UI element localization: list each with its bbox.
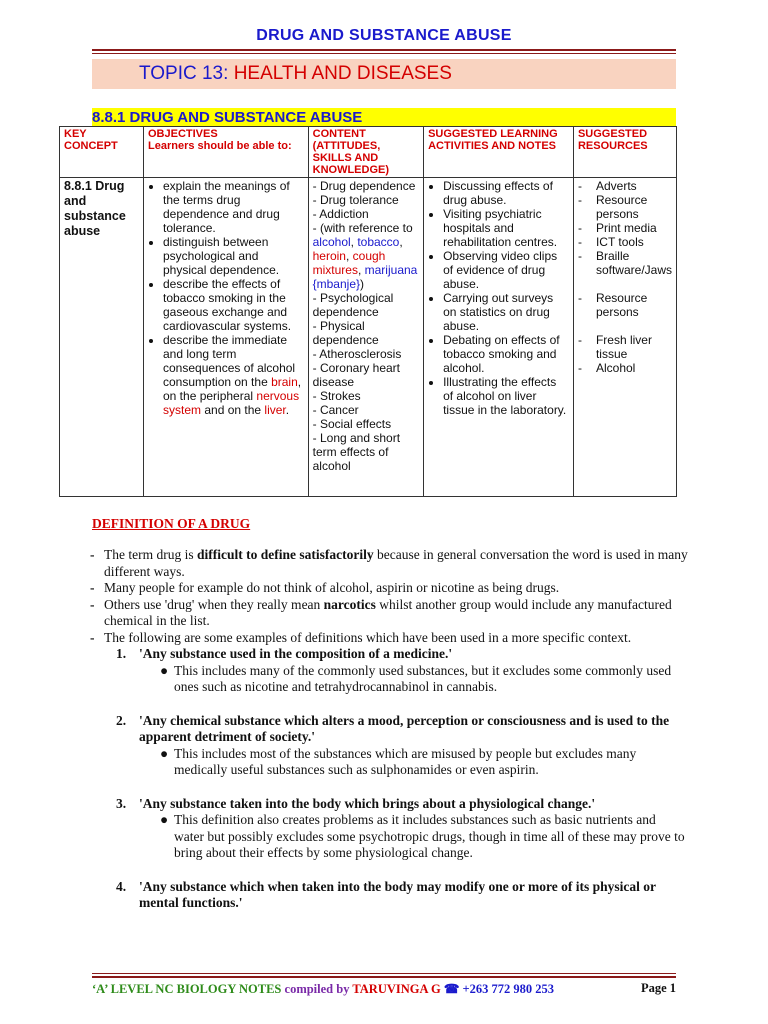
definition-note [88,746,688,779]
footer-compiled: compiled by [281,982,353,996]
content-item [313,221,419,291]
resources-cell [573,178,676,497]
content-sep: , [345,249,353,263]
definition-item [88,879,688,912]
bullet-icon: ● [160,745,169,761]
objectives-cell [144,178,309,497]
resource-item: - Resource persons [578,291,672,319]
paragraph-text: whilst another group would include any manufactured chemical in the list. [104,596,672,628]
spacer [88,696,688,713]
header-key-concept: KEY CONCEPT [60,127,144,178]
objective-item [163,333,304,417]
definition-item [88,713,688,746]
paragraph [88,547,688,580]
definition-text: 'Any substance which when taken into the body may modify one or more of its physical or mental functions.' [139,878,656,910]
topic-prefix: TOPIC 13: [139,63,234,84]
content-item: - Strokes [313,389,419,403]
resource-item: - Print media [578,221,672,235]
content-item: - Drug dependence [313,179,419,193]
header-content: CONTENT (ATTITUDES, SKILLS AND KNOWLEDGE) [308,127,423,178]
resource-item: - ICT tools [578,235,672,249]
spacer [88,862,688,879]
content-sep: , [350,235,358,249]
objective-keyword: nervous system [163,389,300,417]
definition-number: 1. [116,646,127,661]
paragraph-emphasis: difficult to define satisfactorily [196,547,374,562]
header-activities: SUGGESTED LEARNING ACTIVITIES AND NOTES [424,127,574,178]
objective-text: and on the [201,403,265,417]
objective-text: , on the peripheral [163,375,302,403]
definition-note-text: This includes many of the commonly used substances, but it excludes some commonly used ones such as nicotine and tetrahydrocannabinol in cannabis. [174,662,672,694]
header-objectives-sub: Learners should be able to: [148,140,292,152]
header-rule [92,49,676,51]
resource-item: - Braille software/Jaws [578,249,672,277]
content-keyword: marijuana {mbanje} [312,263,418,291]
definition-number: 4. [116,878,127,894]
content-keyword: alcohol [312,235,351,249]
definition-note [88,663,688,696]
resource-item: - Alcohol [578,361,672,375]
paragraph-text: The term drug is [104,547,197,562]
table-header-row [60,127,677,178]
content-item: - Atherosclerosis [313,347,419,361]
objective-text: describe the immediate and long term consequences of alcohol consumption on the [163,333,296,389]
definition-text: 'Any chemical substance which alters a mood, perception or consciousness and is used to the apparent detriment of society.' [139,712,670,744]
definition-number: 3. [116,795,127,811]
content-sep: , [357,263,365,277]
footer-author: TARUVINGA G [352,982,441,996]
spacer [88,779,688,796]
content-item: - Drug tolerance [313,193,419,207]
activities-cell [424,178,574,497]
content-item: - Psychological dependence [313,291,419,319]
activity-item: • Illustrating the effects of alcohol on liver tissue in the laboratory. [443,375,569,417]
paragraph-text: because in general conversation the word is used in many different ways. [104,547,688,579]
paragraph: - The following are some examples of definitions which have been used in a more specific context. [88,630,688,647]
resource-item: - Resource persons [578,193,672,221]
content-item: - Social effects [313,417,419,431]
bullet-icon: ● [160,812,169,827]
content-sep: , [399,235,403,249]
activity-item: • Observing video clips of evidence of drug abuse. [443,249,569,291]
paragraph: - Many people for example do not think of alcohol, aspirin or nicotine as being drugs. [88,580,688,597]
paragraph [88,597,688,630]
activity-item: • Visiting psychiatric hospitals and rehabilitation centres. [443,207,569,249]
resource-item: - Fresh liver tissue [578,333,672,361]
definition-body [88,547,688,912]
table-row [60,178,677,497]
page-number: Page 1 [640,981,676,995]
header-objectives-title: OBJECTIVES [148,128,218,140]
paragraph-text: Others use 'drug' when they really mean [104,596,324,612]
content-cell [308,178,423,497]
phone-icon: ☎ [443,982,460,996]
content-item: - Addiction [313,207,419,221]
definition-text: 'Any substance used in the composition of a medicine.' [139,646,453,661]
definition-note [88,812,688,862]
activity-item: • Carrying out surveys on statistics on drug abuse. [443,291,569,333]
definition-item [88,646,688,663]
topic-title: HEALTH AND DISEASES [233,63,452,84]
objective-item: • distinguish between psychological and physical dependence. [163,235,304,277]
definition-note-text: This definition also creates problems as it includes substances such as basic nutrients and water but possibly excludes some psychotropic drugs, though in time all of these may prove to bring about their effects by some physiological change. [174,812,685,860]
paragraph-emphasis: narcotics [323,596,376,612]
definition-title: DEFINITION OF A DRUG [92,516,251,531]
objective-text: . [285,403,290,417]
topic-banner [92,59,676,89]
footer-level: ‘A’ LEVEL NC BIOLOGY NOTES [92,982,282,996]
content-text: (with reference to [319,221,413,235]
objective-item: • describe the effects of tobacco smoking in the gaseous exchange and cardiovascular systems. [163,277,304,333]
activity-item: • Discussing effects of drug abuse. [443,179,569,207]
objective-keyword: liver [264,403,286,417]
footer-rule [92,976,676,978]
content-keyword: heroin [312,249,346,263]
objective-item: • explain the meanings of the terms drug dependence and drug tolerance. [163,179,304,235]
objective-keyword: brain [271,375,298,389]
definition-text: 'Any substance taken into the body which brings about a physiological change.' [139,795,596,811]
header-rule-thin [92,53,676,54]
syllabus-table [59,126,677,497]
definition-note-text: This includes most of the substances which are misused by people but excludes many medically useful substances such as sulphonamides or even aspirin. [174,745,637,777]
definition-item [88,796,688,813]
page-footer [92,981,676,997]
content-item: - Cancer [313,403,419,417]
page-header: DRUG AND SUBSTANCE ABUSE [256,27,512,44]
key-concept-cell: 8.8.1 Drug and substance abuse [60,178,144,497]
content-text: ) [360,277,364,291]
content-item: - Physical dependence [313,319,419,347]
bullet-icon: ● [160,662,169,678]
footer-rule-thin [92,973,676,974]
section-title: 8.8.1 DRUG AND SUBSTANCE ABUSE [92,108,676,127]
definition-number: 2. [116,712,127,728]
content-item: - Long and short term effects of alcohol [313,431,419,473]
activity-item: • Debating on effects of tobacco smoking and alcohol. [443,333,569,375]
header-objectives [144,127,309,178]
content-keyword: cough mixtures [312,249,386,277]
resource-item: - Adverts [578,179,672,193]
footer-phone: +263 772 980 253 [459,982,555,996]
content-keyword: tobacco [357,235,400,249]
header-resources: SUGGESTED RESOURCES [573,127,676,178]
content-item: - Coronary heart disease [313,361,419,389]
